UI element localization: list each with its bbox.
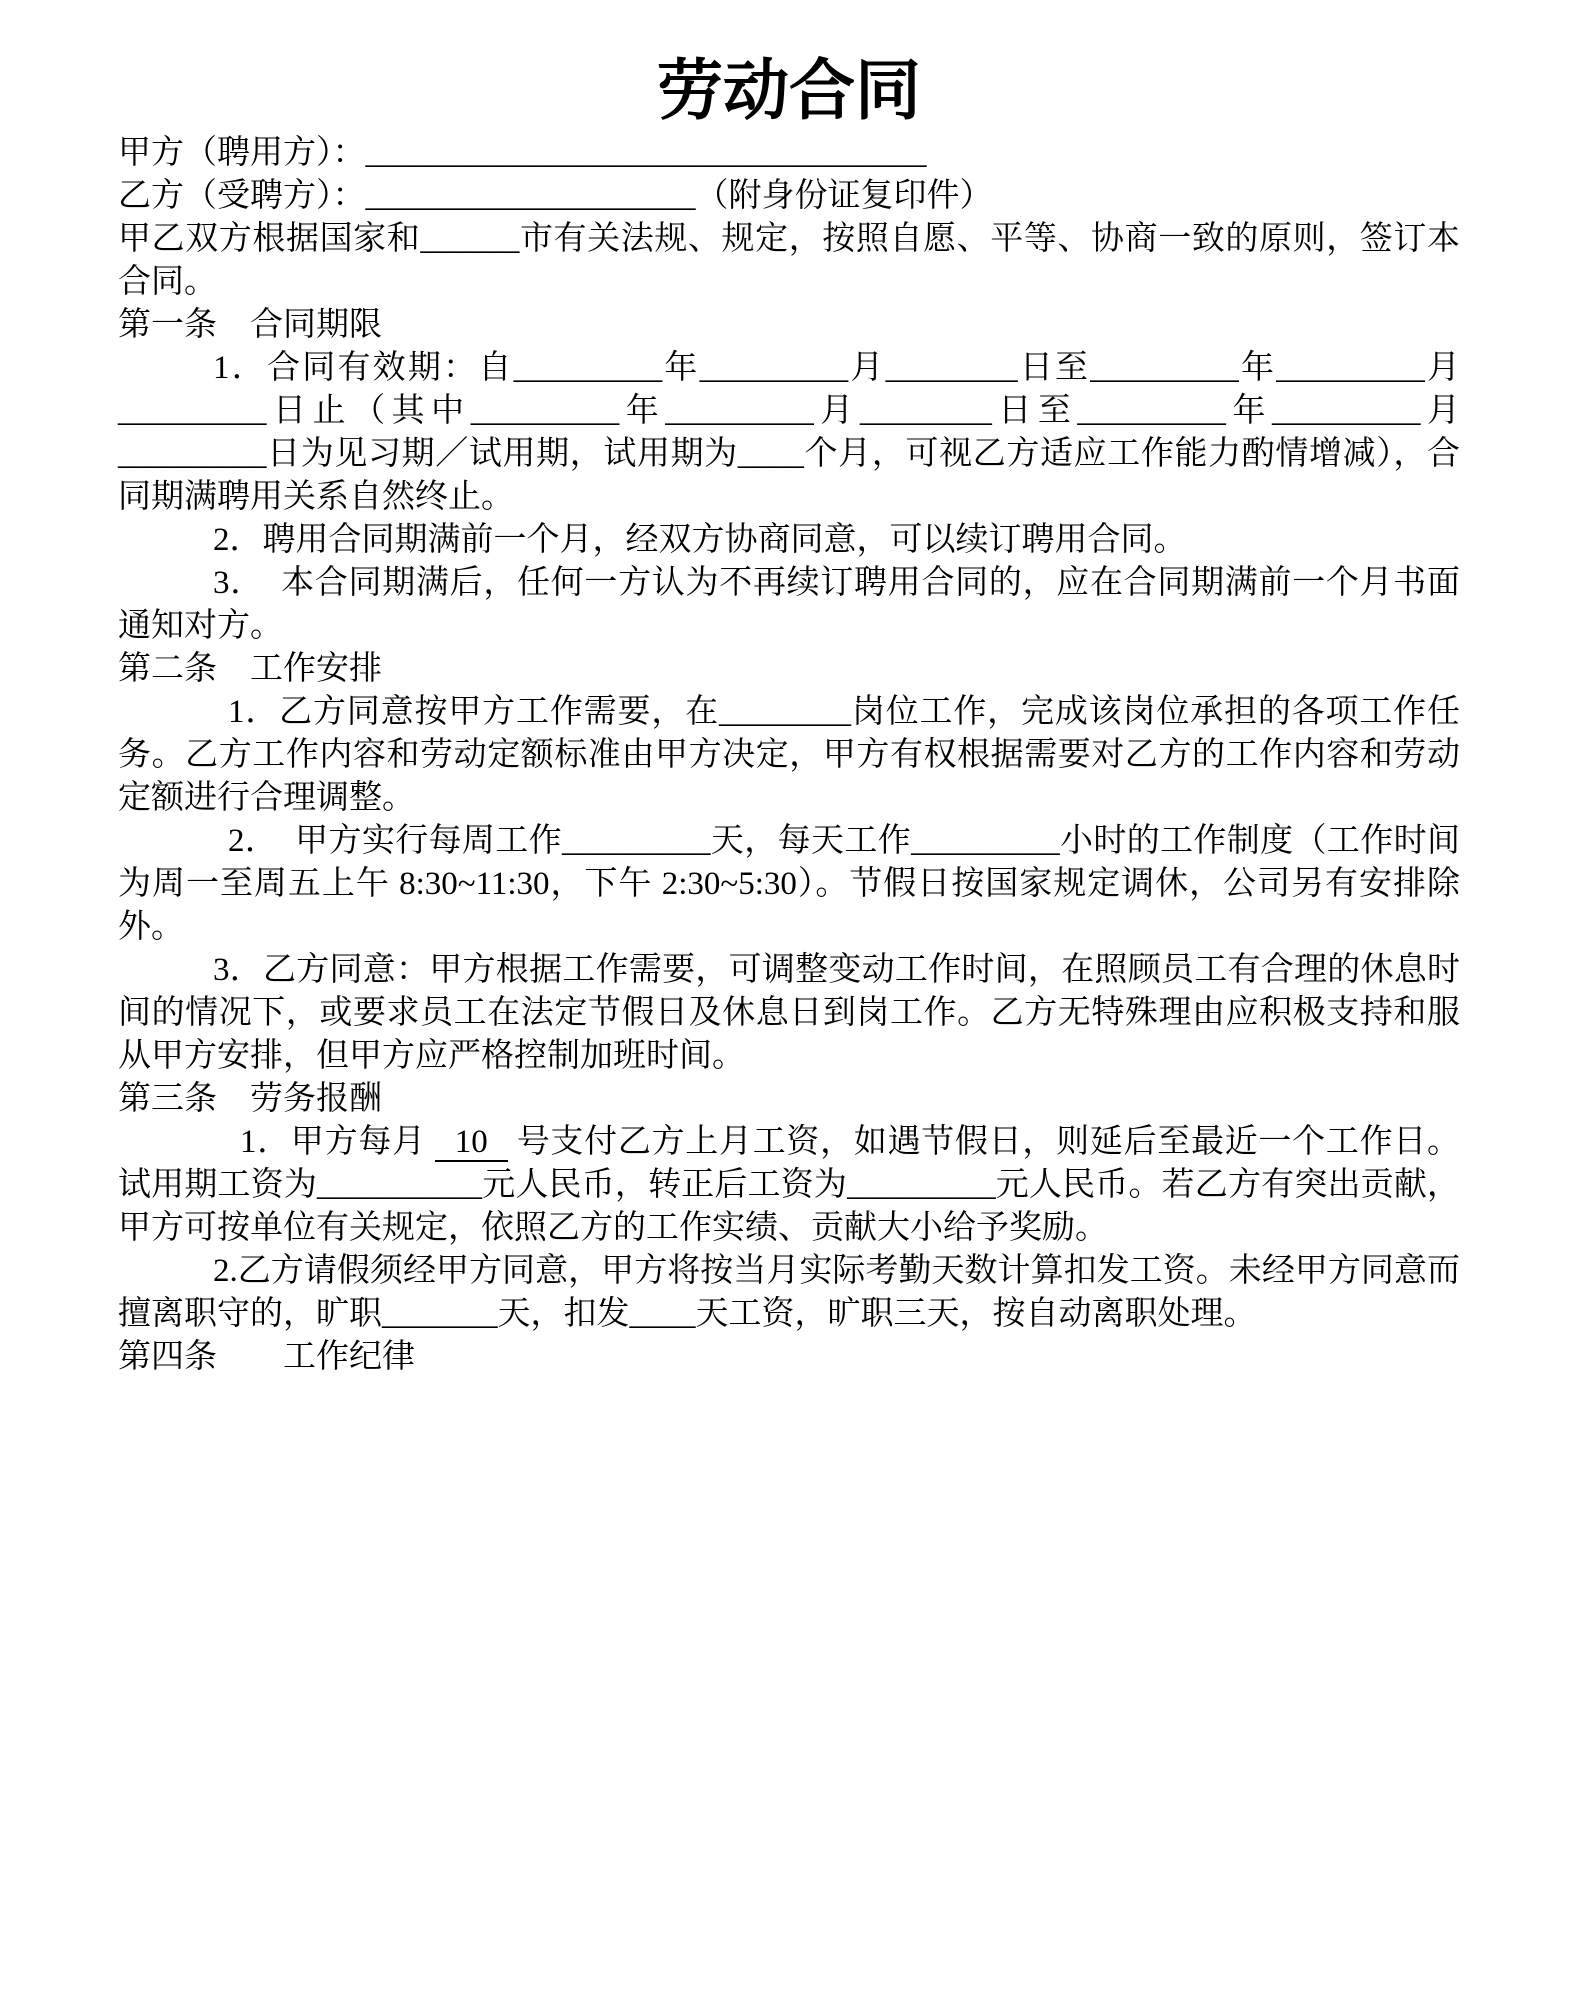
article-2-heading: 第二条 工作安排 — [118, 651, 382, 687]
article-3-clause-2: 2.乙方请假须经甲方同意，甲方将按当月实际考勤天数计算扣发工资。未经甲方同意而擅离职守的，旷职_______天，扣发____天工资，旷职三天，按自动离职处理。 — [118, 1253, 1460, 1332]
article-1-clause-3: 3． 本合同期满后，任何一方认为不再续订聘用合同的，应在合同期满前一个月书面通知对方。 — [118, 565, 1460, 644]
article-1-heading: 第一条 合同期限 — [118, 307, 382, 343]
document-title: 劳动合同 — [657, 55, 921, 128]
payday-text-before: 1．甲方每月 — [240, 1124, 435, 1160]
article-4-heading: 第四条 工作纪律 — [118, 1339, 415, 1375]
article-3-clause-1 — [118, 1121, 1460, 1250]
payday-text-after: 号支付乙方上月工资，如遇节假日，则延后至最近一个工作日。试用期工资为__________元人民币，转正后工资为_________元人民币。若乙方有突出贡献，甲方可按单位有关规定，依照乙方的工作实绩、贡献大小给予奖励。 — [118, 1124, 1461, 1246]
payday-value: 10 — [435, 1124, 508, 1162]
party-b-line: 乙方（受聘方）：____________________（附身份证复印件） — [118, 178, 993, 214]
article-1-clause-1: 1．合同有效期：自_________年_________月________日至_________年_________月_________日止（其中_________年_________月________日至_________年_________月_________日为见习期／试用期，试用期为____个月，可视乙方适应工作能力酌情增减），合同期满聘用关系自然终止。 — [118, 350, 1460, 515]
article-1-clause-2: 2．聘用合同期满前一个月，经双方协商同意，可以续订聘用合同。 — [213, 522, 1187, 558]
article-2-clause-1: 1．乙方同意按甲方工作需要，在________岗位工作，完成该岗位承担的各项工作任务。乙方工作内容和劳动定额标准由甲方决定，甲方有权根据需要对乙方的工作内容和劳动定额进行合理调整。 — [118, 694, 1460, 816]
intro-paragraph: 甲乙双方根据国家和______市有关法规、规定，按照自愿、平等、协商一致的原则，签订本合同。 — [118, 221, 1460, 300]
article-2-clause-2: 2． 甲方实行每周工作_________天，每天工作_________小时的工作制度（工作时间为周一至周五上午 8:30~11:30，下午 2:30~5:30）。节假日按国家规定调休，公司另有安排除外。 — [118, 823, 1460, 945]
article-3-heading: 第三条 劳务报酬 — [118, 1081, 382, 1117]
contract-document-page — [0, 52, 1587, 2010]
party-a-line: 甲方（聘用方）：__________________________________ — [118, 135, 927, 171]
article-2-clause-3: 3．乙方同意：甲方根据工作需要，可调整变动工作时间，在照顾员工有合理的休息时间的情况下，或要求员工在法定节假日及休息日到岗工作。乙方无特殊理由应积极支持和服从甲方安排，但甲方应严格控制加班时间。 — [118, 952, 1460, 1074]
